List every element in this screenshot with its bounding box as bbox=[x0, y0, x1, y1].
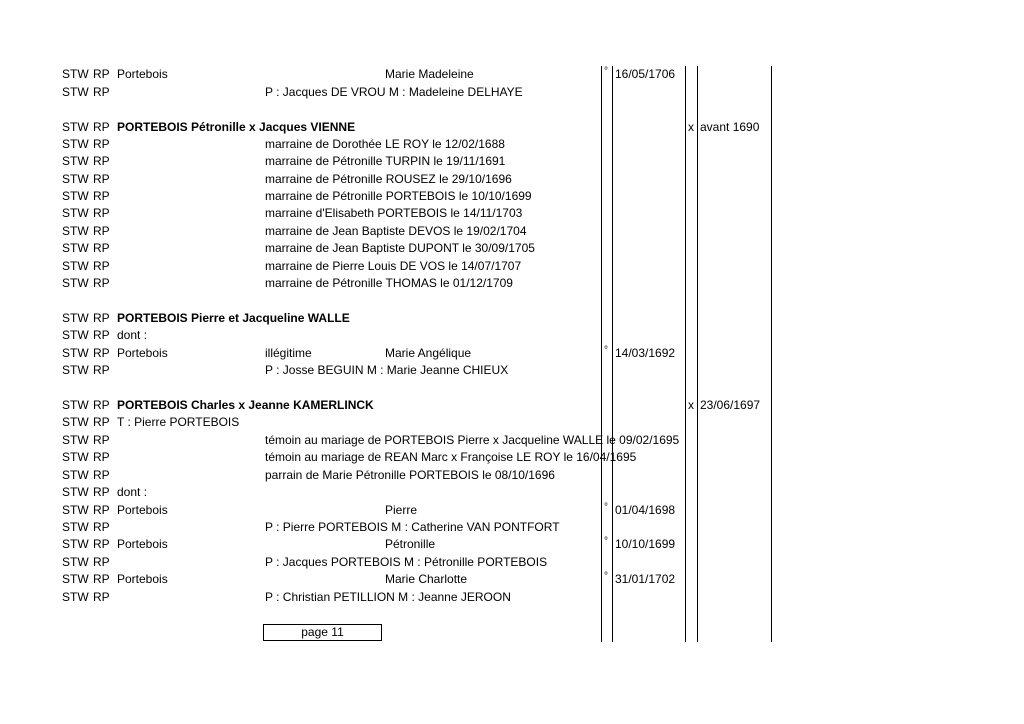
cell-e: Pierre bbox=[385, 503, 418, 517]
cell-b: RP bbox=[93, 137, 110, 151]
cell-b: RP bbox=[93, 154, 110, 168]
cell-date2: avant 1690 bbox=[700, 120, 760, 134]
cell-a: STW bbox=[62, 120, 89, 134]
register-row bbox=[0, 223, 1024, 240]
cell-c: Portebois bbox=[117, 537, 168, 551]
register-row bbox=[0, 240, 1024, 257]
cell-a: STW bbox=[62, 537, 89, 551]
register-row bbox=[0, 467, 1024, 484]
cell-b: RP bbox=[93, 311, 110, 325]
cell-c: Portebois bbox=[117, 67, 168, 81]
register-row bbox=[0, 327, 1024, 344]
cell-d: parrain de Marie Pétronille PORTEBOIS le 08/10/1696 bbox=[265, 468, 555, 482]
cell-date: 14/03/1692 bbox=[615, 346, 676, 360]
register-row bbox=[0, 449, 1024, 466]
cell-c: dont : bbox=[117, 328, 148, 342]
cell-e: Marie Madeleine bbox=[385, 67, 474, 81]
cell-b: RP bbox=[93, 468, 110, 482]
cell-a: STW bbox=[62, 137, 89, 151]
cell-b: RP bbox=[93, 328, 110, 342]
cell-a: STW bbox=[62, 67, 89, 81]
cell-a: STW bbox=[62, 590, 89, 604]
cell-c: PORTEBOIS Pétronille x Jacques VIENNE bbox=[117, 120, 356, 134]
cell-d: marraine de Jean Baptiste DUPONT le 30/09/1705 bbox=[265, 241, 535, 255]
register-row bbox=[0, 119, 1024, 136]
cell-a: STW bbox=[62, 224, 89, 238]
cell-b: RP bbox=[93, 67, 110, 81]
cell-a: STW bbox=[62, 572, 89, 586]
register-row bbox=[0, 171, 1024, 188]
cell-d: P : Jacques DE VROU M : Madeleine DELHAYE bbox=[265, 85, 523, 99]
register-row bbox=[0, 554, 1024, 571]
cell-b: RP bbox=[93, 537, 110, 551]
cell-b: RP bbox=[93, 590, 110, 604]
register-row bbox=[0, 414, 1024, 431]
cell-deg: ° bbox=[604, 536, 608, 547]
cell-c: Portebois bbox=[117, 572, 168, 586]
cell-a: STW bbox=[62, 415, 89, 429]
cell-date: 31/01/1702 bbox=[615, 572, 676, 586]
register-row bbox=[0, 84, 1024, 101]
cell-b: RP bbox=[93, 189, 110, 203]
cell-deg: ° bbox=[604, 502, 608, 513]
cell-a: STW bbox=[62, 259, 89, 273]
register-row bbox=[0, 589, 1024, 606]
cell-b: RP bbox=[93, 572, 110, 586]
register-row bbox=[0, 205, 1024, 222]
register-row bbox=[0, 188, 1024, 205]
cell-deg: ° bbox=[604, 345, 608, 356]
cell-d: marraine de Pétronille ROUSEZ le 29/10/1696 bbox=[265, 172, 512, 186]
cell-b: RP bbox=[93, 85, 110, 99]
cell-date: 10/10/1699 bbox=[615, 537, 676, 551]
cell-a: STW bbox=[62, 503, 89, 517]
cell-deg: ° bbox=[604, 571, 608, 582]
cell-b: RP bbox=[93, 450, 110, 464]
register-row bbox=[0, 536, 1024, 553]
cell-a: STW bbox=[62, 346, 89, 360]
cell-b: RP bbox=[93, 276, 110, 290]
cell-c: Portebois bbox=[117, 503, 168, 517]
cell-b: RP bbox=[93, 398, 110, 412]
cell-a: STW bbox=[62, 206, 89, 220]
cell-b: RP bbox=[93, 433, 110, 447]
cell-date: 16/05/1706 bbox=[615, 67, 676, 81]
cell-a: STW bbox=[62, 363, 89, 377]
cell-e: Marie Charlotte bbox=[385, 572, 468, 586]
page-number: page 11 bbox=[301, 625, 344, 639]
cell-a: STW bbox=[62, 468, 89, 482]
register-row bbox=[0, 502, 1024, 519]
cell-x: x bbox=[688, 398, 694, 412]
cell-b: RP bbox=[93, 206, 110, 220]
cell-d: illégitime bbox=[265, 346, 312, 360]
cell-d: marraine de Dorothée LE ROY le 12/02/1688 bbox=[265, 137, 505, 151]
cell-b: RP bbox=[93, 503, 110, 517]
cell-e: Pétronille bbox=[385, 537, 436, 551]
register-row bbox=[0, 362, 1024, 379]
cell-b: RP bbox=[93, 224, 110, 238]
cell-b: RP bbox=[93, 520, 110, 534]
register-row bbox=[0, 153, 1024, 170]
cell-a: STW bbox=[62, 154, 89, 168]
cell-a: STW bbox=[62, 276, 89, 290]
cell-a: STW bbox=[62, 520, 89, 534]
cell-c: PORTEBOIS Pierre et Jacqueline WALLE bbox=[117, 311, 350, 325]
cell-d: marraine d'Elisabeth PORTEBOIS le 14/11/1703 bbox=[265, 206, 523, 220]
register-row bbox=[0, 136, 1024, 153]
cell-a: STW bbox=[62, 241, 89, 255]
cell-a: STW bbox=[62, 189, 89, 203]
cell-a: STW bbox=[62, 398, 89, 412]
cell-a: STW bbox=[62, 311, 89, 325]
cell-a: STW bbox=[62, 485, 89, 499]
register-row bbox=[0, 432, 1024, 449]
register-row bbox=[0, 310, 1024, 327]
register-row bbox=[0, 66, 1024, 83]
cell-x: x bbox=[688, 120, 694, 134]
cell-date: 01/04/1698 bbox=[615, 503, 676, 517]
register-row bbox=[0, 519, 1024, 536]
cell-c: Portebois bbox=[117, 346, 168, 360]
register-row bbox=[0, 397, 1024, 414]
cell-c: T : Pierre PORTEBOIS bbox=[117, 415, 240, 429]
cell-b: RP bbox=[93, 363, 110, 377]
register-row bbox=[0, 258, 1024, 275]
cell-b: RP bbox=[93, 120, 110, 134]
cell-c: PORTEBOIS Charles x Jeanne KAMERLINCK bbox=[117, 398, 374, 412]
cell-d: témoin au mariage de PORTEBOIS Pierre x Jacqueline WALLE le 09/02/1695 bbox=[265, 433, 680, 447]
cell-d: P : Josse BEGUIN M : Marie Jeanne CHIEUX bbox=[265, 363, 509, 377]
cell-a: STW bbox=[62, 85, 89, 99]
cell-date2: 23/06/1697 bbox=[700, 398, 761, 412]
cell-b: RP bbox=[93, 259, 110, 273]
cell-d: P : Jacques PORTEBOIS M : Pétronille PORTEBOIS bbox=[265, 555, 548, 569]
page-number-box bbox=[263, 624, 382, 641]
cell-a: STW bbox=[62, 450, 89, 464]
cell-d: marraine de Pétronille TURPIN le 19/11/1691 bbox=[265, 154, 506, 168]
cell-a: STW bbox=[62, 328, 89, 342]
cell-d: marraine de Pierre Louis DE VOS le 14/07/1707 bbox=[265, 259, 522, 273]
cell-d: marraine de Jean Baptiste DEVOS le 19/02/1704 bbox=[265, 224, 527, 238]
cell-d: témoin au mariage de REAN Marc x Françoise LE ROY le 16/04/1695 bbox=[265, 450, 637, 464]
cell-deg: ° bbox=[604, 66, 608, 77]
register-row bbox=[0, 275, 1024, 292]
cell-d: P : Christian PETILLION M : Jeanne JEROON bbox=[265, 590, 511, 604]
cell-a: STW bbox=[62, 555, 89, 569]
cell-c: dont : bbox=[117, 485, 148, 499]
register-row bbox=[0, 345, 1024, 362]
cell-b: RP bbox=[93, 346, 110, 360]
cell-a: STW bbox=[62, 433, 89, 447]
cell-d: marraine de Pétronille PORTEBOIS le 10/10/1699 bbox=[265, 189, 532, 203]
cell-e: Marie Angélique bbox=[385, 346, 472, 360]
cell-d: marraine de Pétronille THOMAS le 01/12/1709 bbox=[265, 276, 513, 290]
cell-b: RP bbox=[93, 172, 110, 186]
register-row bbox=[0, 571, 1024, 588]
cell-b: RP bbox=[93, 241, 110, 255]
cell-b: RP bbox=[93, 415, 110, 429]
cell-d: P : Pierre PORTEBOIS M : Catherine VAN PONTFORT bbox=[265, 520, 560, 534]
cell-b: RP bbox=[93, 555, 110, 569]
cell-a: STW bbox=[62, 172, 89, 186]
cell-b: RP bbox=[93, 485, 110, 499]
register-row bbox=[0, 484, 1024, 501]
